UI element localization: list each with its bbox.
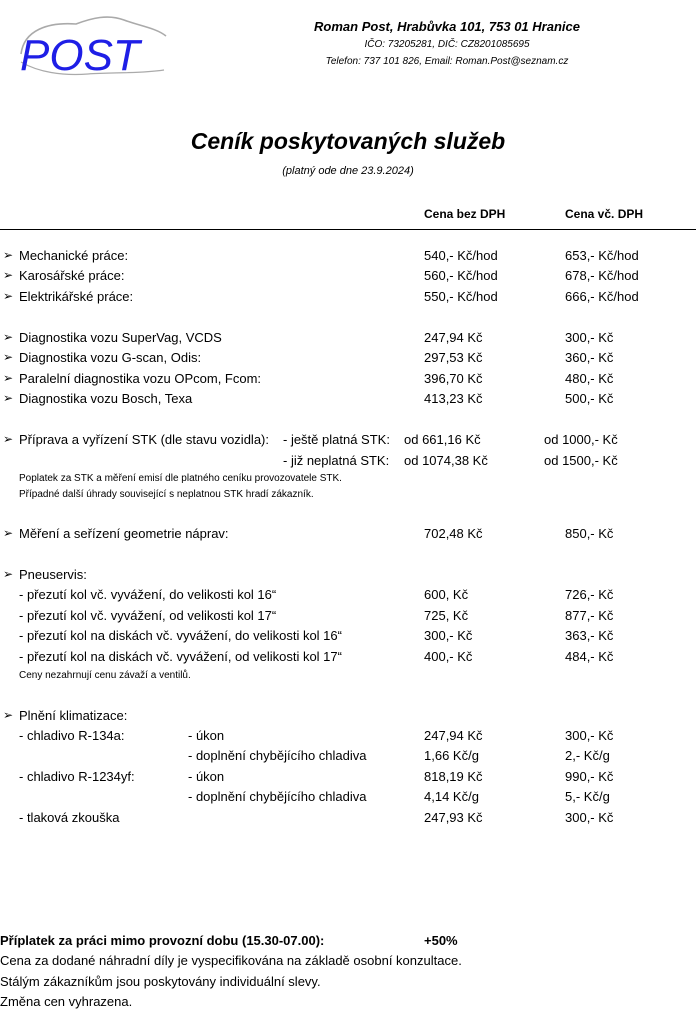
- tyres-row-gross: 726,- Kč: [565, 587, 614, 602]
- diagnostics-net: 247,94 Kč: [424, 330, 483, 345]
- tyres-row-gross: 877,- Kč: [565, 608, 614, 623]
- diagnostics-gross: 500,- Kč: [565, 391, 614, 406]
- labor-label: Elektrikářské práce:: [19, 289, 134, 304]
- tyres-row-net: 400,- Kč: [424, 649, 473, 664]
- aircon-group: - tlaková zkouška: [19, 810, 120, 825]
- tyres-row-label: - přezutí kol vč. vyvážení, od velikosti kol 17“: [19, 608, 277, 623]
- tyres-row-net: 725, Kč: [424, 608, 469, 623]
- bullet-arrow-icon: ➢: [3, 432, 14, 446]
- diagnostics-label: Diagnostika vozu SuperVag, VCDS: [19, 330, 222, 345]
- tyres-row-label: - přezutí kol na diskách vč. vyvážení, do velikosti kol 16“: [19, 628, 342, 643]
- tyres-row-gross: 363,- Kč: [565, 628, 614, 643]
- tyres-row-gross: 484,- Kč: [565, 649, 614, 664]
- company-name: Roman Post, Hrabůvka 101, 753 01 Hranice: [314, 19, 580, 34]
- stk-note: Případné další úhrady související s neplatnou STK hradí zákazník.: [19, 489, 314, 500]
- bullet-arrow-icon: ➢: [3, 330, 14, 344]
- aircon-row-label: - doplnění chybějícího chladiva: [188, 748, 367, 763]
- aircon-row-label: - doplnění chybějícího chladiva: [188, 789, 367, 804]
- column-net-header: Cena bez DPH: [424, 207, 506, 221]
- diagnostics-label: Diagnostika vozu Bosch, Texa: [19, 391, 193, 406]
- surcharge-value: +50%: [424, 933, 458, 948]
- labor-gross: 678,- Kč/hod: [565, 268, 639, 283]
- bullet-arrow-icon: ➢: [3, 567, 14, 581]
- validity-date: (platný ode dne 23.9.2024): [282, 165, 414, 177]
- aircon-row-label: - úkon: [188, 728, 225, 743]
- tyres-note: Ceny nezahrnují cenu závaží a ventilů.: [19, 670, 191, 681]
- logo: [18, 12, 170, 84]
- labor-net: 540,- Kč/hod: [424, 248, 498, 263]
- stk-row-gross: od 1000,- Kč: [544, 432, 618, 447]
- labor-net: 560,- Kč/hod: [424, 268, 498, 283]
- stk-label: Příprava a vyřízení STK (dle stavu vozidla):: [19, 432, 269, 447]
- stk-row-gross: od 1500,- Kč: [544, 453, 618, 468]
- aircon-label: Plnění klimatizace:: [19, 708, 128, 723]
- header-divider: [0, 229, 696, 230]
- aircon-group: - chladivo R-1234yf:: [19, 769, 135, 784]
- aircon-row-net: 1,66 Kč/g: [424, 748, 479, 763]
- labor-label: Mechanické práce:: [19, 248, 129, 263]
- stk-note: Poplatek za STK a měření emisí dle platného ceníku provozovatele STK.: [19, 473, 342, 484]
- stk-row-net: od 1074,38 Kč: [404, 453, 488, 468]
- labor-gross: 653,- Kč/hod: [565, 248, 639, 263]
- geometry-net: 702,48 Kč: [424, 526, 483, 541]
- tyres-row-label: - přezutí kol na diskách vč. vyvážení, od velikosti kol 17“: [19, 649, 342, 664]
- bullet-arrow-icon: ➢: [3, 350, 14, 364]
- diagnostics-gross: 360,- Kč: [565, 350, 614, 365]
- tyres-row-net: 300,- Kč: [424, 628, 473, 643]
- surcharge-label: Příplatek za práci mimo provozní dobu (15.30-07.00):: [0, 933, 325, 948]
- diagnostics-gross: 300,- Kč: [565, 330, 614, 345]
- logo-graphic: [18, 12, 170, 84]
- bullet-arrow-icon: ➢: [3, 526, 14, 540]
- bullet-arrow-icon: ➢: [3, 391, 14, 405]
- diagnostics-net: 297,53 Kč: [424, 350, 483, 365]
- aircon-row-gross: 300,- Kč: [565, 810, 614, 825]
- diagnostics-net: 413,23 Kč: [424, 391, 483, 406]
- aircon-row-net: 818,19 Kč: [424, 769, 483, 784]
- company-ids: IČO: 73205281, DIČ: CZ8201085695: [364, 39, 530, 50]
- tyres-row-net: 600, Kč: [424, 587, 469, 602]
- labor-gross: 666,- Kč/hod: [565, 289, 639, 304]
- geometry-label: Měření a seřízení geometrie náprav:: [19, 526, 229, 541]
- aircon-row-net: 247,94 Kč: [424, 728, 483, 743]
- tyres-row-label: - přezutí kol vč. vyvážení, do velikosti kol 16“: [19, 587, 277, 602]
- geometry-gross: 850,- Kč: [565, 526, 614, 541]
- page-title: Ceník poskytovaných služeb: [190, 128, 506, 154]
- aircon-row-net: 4,14 Kč/g: [424, 789, 479, 804]
- diagnostics-gross: 480,- Kč: [565, 371, 614, 386]
- column-gross-header: Cena vč. DPH: [565, 207, 644, 221]
- aircon-row-gross: 300,- Kč: [565, 728, 614, 743]
- stk-row-label: - již neplatná STK:: [283, 453, 390, 468]
- footer-line: Cena za dodané náhradní díly je vyspecifikována na základě osobní konzultace.: [0, 953, 462, 968]
- stk-row-label: - ještě platná STK:: [283, 432, 390, 447]
- bullet-arrow-icon: ➢: [3, 289, 14, 303]
- stk-row-net: od 661,16 Kč: [404, 432, 481, 447]
- labor-label: Karosářské práce:: [19, 268, 125, 283]
- tyres-label: Pneuservis:: [19, 567, 87, 582]
- aircon-row-gross: 5,- Kč/g: [565, 789, 610, 804]
- logo-text: POST: [20, 31, 140, 80]
- bullet-arrow-icon: ➢: [3, 708, 14, 722]
- bullet-arrow-icon: ➢: [3, 248, 14, 262]
- diagnostics-net: 396,70 Kč: [424, 371, 483, 386]
- bullet-arrow-icon: ➢: [3, 268, 14, 282]
- diagnostics-label: Diagnostika vozu G-scan, Odis:: [19, 350, 202, 365]
- aircon-group: - chladivo R-134a:: [19, 728, 125, 743]
- diagnostics-label: Paralelní diagnostika vozu OPcom, Fcom:: [19, 371, 262, 386]
- company-contact: Telefon: 737 101 826, Email: Roman.Post@seznam.cz: [325, 56, 569, 67]
- labor-net: 550,- Kč/hod: [424, 289, 498, 304]
- footer-line: Stálým zákazníkům jsou poskytovány individuální slevy.: [0, 974, 321, 989]
- bullet-arrow-icon: ➢: [3, 371, 14, 385]
- aircon-row-gross: 990,- Kč: [565, 769, 614, 784]
- footer-line: Změna cen vyhrazena.: [0, 994, 133, 1009]
- aircon-row-label: - úkon: [188, 769, 225, 784]
- aircon-row-net: 247,93 Kč: [424, 810, 483, 825]
- aircon-row-gross: 2,- Kč/g: [565, 748, 610, 763]
